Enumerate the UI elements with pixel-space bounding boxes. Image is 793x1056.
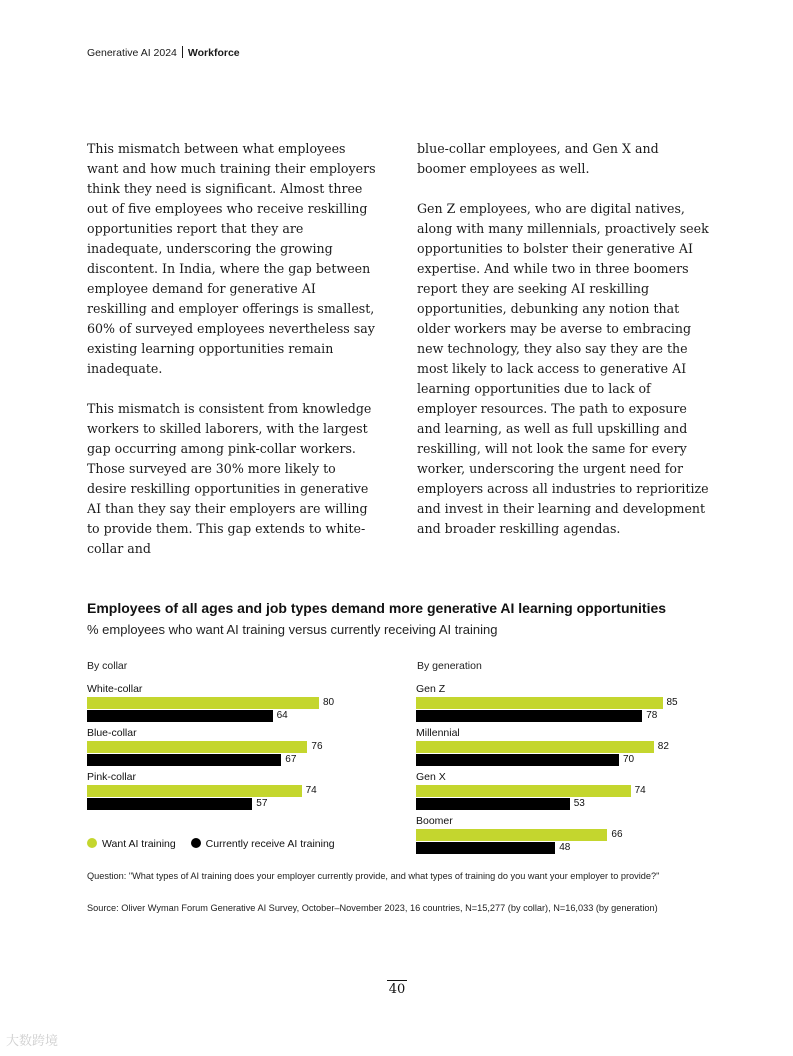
legend-swatch-want xyxy=(87,838,97,848)
bar-want xyxy=(416,785,631,797)
bar-value-label: 82 xyxy=(657,741,669,752)
panel-title-generation: By generation xyxy=(417,660,482,672)
body-paragraph: This mismatch is consistent from knowledge workers to skilled laborers, with the largest gap occurring among pink-collar workers. Those surveyed are 30% more likely to desire reskilling opportunities in generative AI than they say their employers are willing to provide them. This gap extends to white-collar and xyxy=(87,401,372,556)
category-label: Gen Z xyxy=(416,683,446,695)
chart-legend xyxy=(87,838,347,850)
legend-item-current xyxy=(191,838,335,850)
category-label: Pink-collar xyxy=(87,771,137,783)
bar-want xyxy=(87,785,302,797)
bar-value-label: 57 xyxy=(256,798,268,809)
category-label: Boomer xyxy=(416,815,453,827)
bar-want xyxy=(87,697,319,709)
bar-current xyxy=(416,842,555,854)
body-paragraph: blue-collar employees, and Gen X and boomer employees as well. xyxy=(417,141,659,176)
watermark: 大数跨境 xyxy=(6,1033,59,1048)
legend-label-current: Currently receive AI training xyxy=(205,838,335,850)
bar-row xyxy=(87,754,387,767)
running-header xyxy=(87,46,240,59)
bar-want xyxy=(87,741,307,753)
bar-value-label: 80 xyxy=(323,697,335,708)
bar-current xyxy=(87,754,281,766)
chart-title: Employees of all ages and job types demand more generative AI learning opportunities xyxy=(87,600,667,616)
bar-value-label: 74 xyxy=(305,785,317,796)
bar-group xyxy=(87,682,387,723)
body-paragraph: Gen Z employees, who are digital natives, along with many millennials, proactively seek opportunities to bolster their generative AI expertise. And while two in three boomers report they are seeking AI reskilling opportunities, debunking any notion that older workers may be averse to embracing new technology, they also say they are the most likely to lack access to generative AI learning opportunities due to lack of employer resources. The path to exposure and learning, as well as full upskilling and reskilling, will not look the same for every worker, underscoring the urgent need for employers across all industries to reprioritize and invest in their learning and development and broader reskilling agendas. xyxy=(417,201,709,536)
category-label: Millennial xyxy=(416,727,460,739)
legend-label-want: Want AI training xyxy=(102,838,176,850)
bar-value-label: 53 xyxy=(573,798,585,809)
bar-row xyxy=(416,785,716,798)
bar-current xyxy=(87,798,252,810)
header-divider xyxy=(182,46,183,58)
legend-swatch-current xyxy=(191,838,201,848)
bar-row xyxy=(416,710,716,723)
bar-value-label: 64 xyxy=(276,710,288,721)
bar-value-label: 85 xyxy=(666,697,678,708)
bar-row xyxy=(87,798,387,811)
bar-row xyxy=(416,798,716,811)
body-column-left xyxy=(87,139,379,579)
bar-value-label: 76 xyxy=(311,741,323,752)
panel-title-collar: By collar xyxy=(87,660,128,672)
bar-row xyxy=(87,741,387,754)
body-column-right xyxy=(417,139,709,559)
bar-current xyxy=(416,798,570,810)
bar-current xyxy=(416,754,619,766)
bar-group xyxy=(416,682,716,723)
bar-want xyxy=(416,741,654,753)
category-label: Gen X xyxy=(416,771,446,783)
bar-want xyxy=(416,829,607,841)
body-paragraph: This mismatch between what employees want and how much training their employers think they need is significant. Almost three out of five employees who receive reskilling opportunities report that they are inadequate, underscoring the growing discontent. In India, where the gap between employee demand for generative AI reskilling and employer offerings is smallest, 60% of surveyed employees nevertheless say existing learning opportunities remain inadequate. xyxy=(87,141,376,376)
footnote-source: Source: Oliver Wyman Forum Generative AI Survey, October–November 2023, 16 countries, N=15,277 (by collar), N=16,033 (by generation) xyxy=(87,903,658,913)
footnote-question: Question: "What types of AI training does your employer currently provide, and what types of training do you want your employer to provide?" xyxy=(87,871,660,881)
bar-value-label: 48 xyxy=(559,842,571,853)
bar-current xyxy=(416,710,642,722)
bar-value-label: 67 xyxy=(285,754,297,765)
bar-row xyxy=(416,754,716,767)
bar-row xyxy=(87,785,387,798)
bar-group xyxy=(416,726,716,767)
bar-row xyxy=(87,697,387,710)
bar-group xyxy=(416,770,716,811)
bar-group xyxy=(87,726,387,767)
bar-want xyxy=(416,697,663,709)
legend-item-want xyxy=(87,838,176,850)
bar-row xyxy=(416,741,716,754)
bar-group xyxy=(87,770,387,811)
bar-value-label: 74 xyxy=(634,785,646,796)
bar-value-label: 66 xyxy=(611,829,623,840)
category-label: White-collar xyxy=(87,683,143,695)
section-title: Workforce xyxy=(187,47,240,59)
bar-row xyxy=(87,710,387,723)
page-number: 40 xyxy=(388,982,406,997)
bar-value-label: 78 xyxy=(646,710,658,721)
bar-group xyxy=(416,814,716,855)
bar-current xyxy=(87,710,273,722)
bar-value-label: 70 xyxy=(623,754,635,765)
report-title: Generative AI 2024 xyxy=(87,47,177,59)
bar-row xyxy=(416,697,716,710)
chart-subtitle: % employees who want AI training versus currently receiving AI training xyxy=(87,622,498,637)
bar-row xyxy=(416,842,716,855)
category-label: Blue-collar xyxy=(87,727,137,739)
